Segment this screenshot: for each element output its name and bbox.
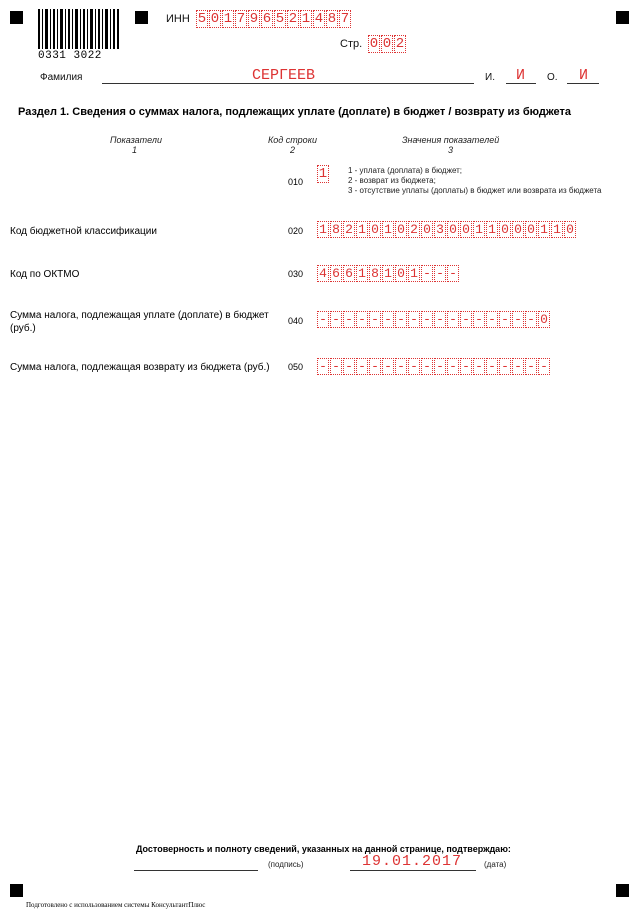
digit-cell[interactable]: - <box>525 358 537 375</box>
digit-cell[interactable]: - <box>408 358 420 375</box>
digit-cell[interactable]: 1 <box>486 221 498 238</box>
date-underline <box>350 870 476 871</box>
digit-cell[interactable]: 0 <box>499 221 511 238</box>
col2-num: 2 <box>290 145 296 155</box>
digit-cell[interactable]: - <box>369 311 381 328</box>
digit-cell[interactable]: 0 <box>382 36 392 52</box>
row-010-cells <box>317 165 330 183</box>
digit-cell[interactable]: 0 <box>564 221 576 238</box>
digit-cell[interactable]: 0 <box>512 221 524 238</box>
digit-cell[interactable]: 0 <box>210 11 220 27</box>
row-020-cells <box>317 221 577 238</box>
digit-cell[interactable]: 4 <box>317 265 329 282</box>
digit-cell[interactable]: 0 <box>421 221 433 238</box>
digit-cell[interactable]: - <box>486 358 498 375</box>
digit-cell[interactable]: 0 <box>460 221 472 238</box>
barcode-number: 0331 3022 <box>38 50 102 62</box>
digit-cell[interactable]: - <box>330 311 342 328</box>
digit-cell[interactable]: 0 <box>395 265 407 282</box>
row-050-code: 050 <box>288 362 304 372</box>
row-020-label: Код бюджетной классификации <box>10 226 157 237</box>
row-010-option-2: 2 - возврат из бюджета; <box>348 176 436 185</box>
digit-cell[interactable]: 1 <box>356 221 368 238</box>
digit-cell[interactable]: 0 <box>538 311 550 328</box>
section-title: Раздел 1. Сведения о суммах налога, подлежащих уплате (доплате) в бюджет / возврату из бюджета <box>18 106 571 118</box>
digit-cell[interactable]: - <box>421 358 433 375</box>
digit-cell[interactable]: 1 <box>382 221 394 238</box>
digit-cell[interactable]: - <box>447 265 459 282</box>
digit-cell[interactable]: 9 <box>249 11 259 27</box>
digit-cell[interactable]: - <box>486 311 498 328</box>
row-050-cells <box>317 358 551 375</box>
barcode-graphic <box>38 9 120 53</box>
inn-cells <box>196 10 352 28</box>
digit-cell[interactable]: - <box>382 311 394 328</box>
corner-marker-top-left <box>10 11 23 24</box>
digit-cell[interactable]: 1 <box>301 11 311 27</box>
initial-o-label: О. <box>547 72 558 83</box>
surname-value: СЕРГЕЕВ <box>252 67 316 84</box>
digit-cell[interactable]: - <box>317 358 329 375</box>
digit-cell[interactable]: 7 <box>340 11 350 27</box>
digit-cell[interactable]: 2 <box>408 221 420 238</box>
corner-marker-top-mid <box>135 11 148 24</box>
col1-title: Показатели <box>110 135 162 145</box>
confirm-text: Достоверность и полноту сведений, указанных на данной странице, подтверждаю: <box>136 844 511 854</box>
digit-cell[interactable]: 6 <box>262 11 272 27</box>
digit-cell[interactable]: - <box>499 311 511 328</box>
row-040-label: Сумма налога, подлежащая уплате (доплате) в бюджет (руб.) <box>10 310 269 334</box>
digit-cell[interactable]: - <box>460 358 472 375</box>
digit-cell[interactable]: 1 <box>382 265 394 282</box>
row-020-code: 020 <box>288 226 304 236</box>
row-010-code: 010 <box>288 177 304 187</box>
digit-cell[interactable]: 0 <box>369 221 381 238</box>
digit-cell[interactable]: 5 <box>197 11 207 27</box>
digit-cell[interactable]: 1 <box>356 265 368 282</box>
initial-o-value: И <box>579 67 589 84</box>
digit-cell[interactable]: - <box>499 358 511 375</box>
row-030-code: 030 <box>288 269 304 279</box>
initial-i-label: И. <box>485 72 495 83</box>
surname-label: Фамилия <box>40 72 83 83</box>
col3-title: Значения показателей <box>402 135 500 145</box>
row-030-cells <box>317 265 460 282</box>
digit-cell[interactable]: 1 <box>408 265 420 282</box>
date-value: 19.01.2017 <box>362 853 463 870</box>
digit-cell[interactable]: - <box>421 265 433 282</box>
digit-cell[interactable]: - <box>421 311 433 328</box>
corner-marker-bottom-right <box>616 884 629 897</box>
digit-cell[interactable]: - <box>330 358 342 375</box>
page-cells <box>368 35 407 53</box>
signature-underline <box>134 870 258 871</box>
digit-cell[interactable]: 5 <box>275 11 285 27</box>
digit-cell[interactable]: 2 <box>395 36 405 52</box>
row-040-code: 040 <box>288 316 304 326</box>
digit-cell[interactable]: - <box>447 311 459 328</box>
digit-cell[interactable]: - <box>343 358 355 375</box>
digit-cell[interactable]: 8 <box>369 265 381 282</box>
digit-cell[interactable]: - <box>356 311 368 328</box>
digit-cell[interactable]: - <box>434 358 446 375</box>
digit-cell[interactable]: - <box>434 311 446 328</box>
digit-cell[interactable]: 1 <box>318 166 328 182</box>
digit-cell[interactable]: - <box>512 358 524 375</box>
digit-cell[interactable]: 1 <box>473 221 485 238</box>
col1-num: 1 <box>132 145 138 155</box>
digit-cell[interactable]: 6 <box>330 265 342 282</box>
digit-cell[interactable]: 0 <box>525 221 537 238</box>
col2-title: Код строки <box>268 135 317 145</box>
row-030-label: Код по ОКТМО <box>10 269 80 280</box>
digit-cell[interactable]: - <box>525 311 537 328</box>
inn-label: ИНН <box>166 13 190 25</box>
row-040-cells <box>317 311 551 328</box>
corner-marker-bottom-left <box>10 884 23 897</box>
date-label: (дата) <box>484 860 507 869</box>
digit-cell[interactable]: - <box>512 311 524 328</box>
digit-cell[interactable]: - <box>395 311 407 328</box>
digit-cell[interactable]: - <box>343 311 355 328</box>
digit-cell[interactable]: 4 <box>314 11 324 27</box>
digit-cell[interactable]: 8 <box>327 11 337 27</box>
digit-cell[interactable]: - <box>538 358 550 375</box>
digit-cell[interactable]: 0 <box>369 36 379 52</box>
digit-cell[interactable]: 1 <box>551 221 563 238</box>
row-010-option-3: 3 - отсутствие уплаты (доплаты) в бюджет или возврата из бюджета <box>348 186 602 195</box>
corner-marker-top-right <box>616 11 629 24</box>
digit-cell[interactable]: 1 <box>223 11 233 27</box>
digit-cell[interactable]: - <box>447 358 459 375</box>
digit-cell[interactable]: 2 <box>288 11 298 27</box>
initial-i-value: И <box>516 67 526 84</box>
digit-cell[interactable]: - <box>382 358 394 375</box>
page-label: Стр. <box>340 38 363 50</box>
signature-label: (подпись) <box>268 860 304 869</box>
digit-cell[interactable]: 2 <box>343 221 355 238</box>
prepared-text: Подготовлено с использованием системы КонсультантПлюс <box>26 901 206 909</box>
digit-cell[interactable]: - <box>395 358 407 375</box>
col3-num: 3 <box>448 145 454 155</box>
digit-cell[interactable]: 3 <box>434 221 446 238</box>
digit-cell[interactable]: 1 <box>538 221 550 238</box>
digit-cell[interactable]: - <box>356 358 368 375</box>
digit-cell[interactable]: - <box>408 311 420 328</box>
row-050-label: Сумма налога, подлежащая возврату из бюджета (руб.) <box>10 362 270 373</box>
digit-cell[interactable]: 8 <box>330 221 342 238</box>
digit-cell[interactable]: 7 <box>236 11 246 27</box>
digit-cell[interactable]: - <box>473 358 485 375</box>
row-010-option-1: 1 - уплата (доплата) в бюджет; <box>348 166 463 175</box>
digit-cell[interactable]: - <box>317 311 329 328</box>
digit-cell[interactable]: - <box>434 265 446 282</box>
digit-cell[interactable]: 0 <box>447 221 459 238</box>
digit-cell[interactable]: - <box>473 311 485 328</box>
digit-cell[interactable]: 0 <box>395 221 407 238</box>
digit-cell[interactable]: - <box>369 358 381 375</box>
digit-cell[interactable]: 6 <box>343 265 355 282</box>
digit-cell[interactable]: - <box>460 311 472 328</box>
digit-cell[interactable]: 1 <box>317 221 329 238</box>
